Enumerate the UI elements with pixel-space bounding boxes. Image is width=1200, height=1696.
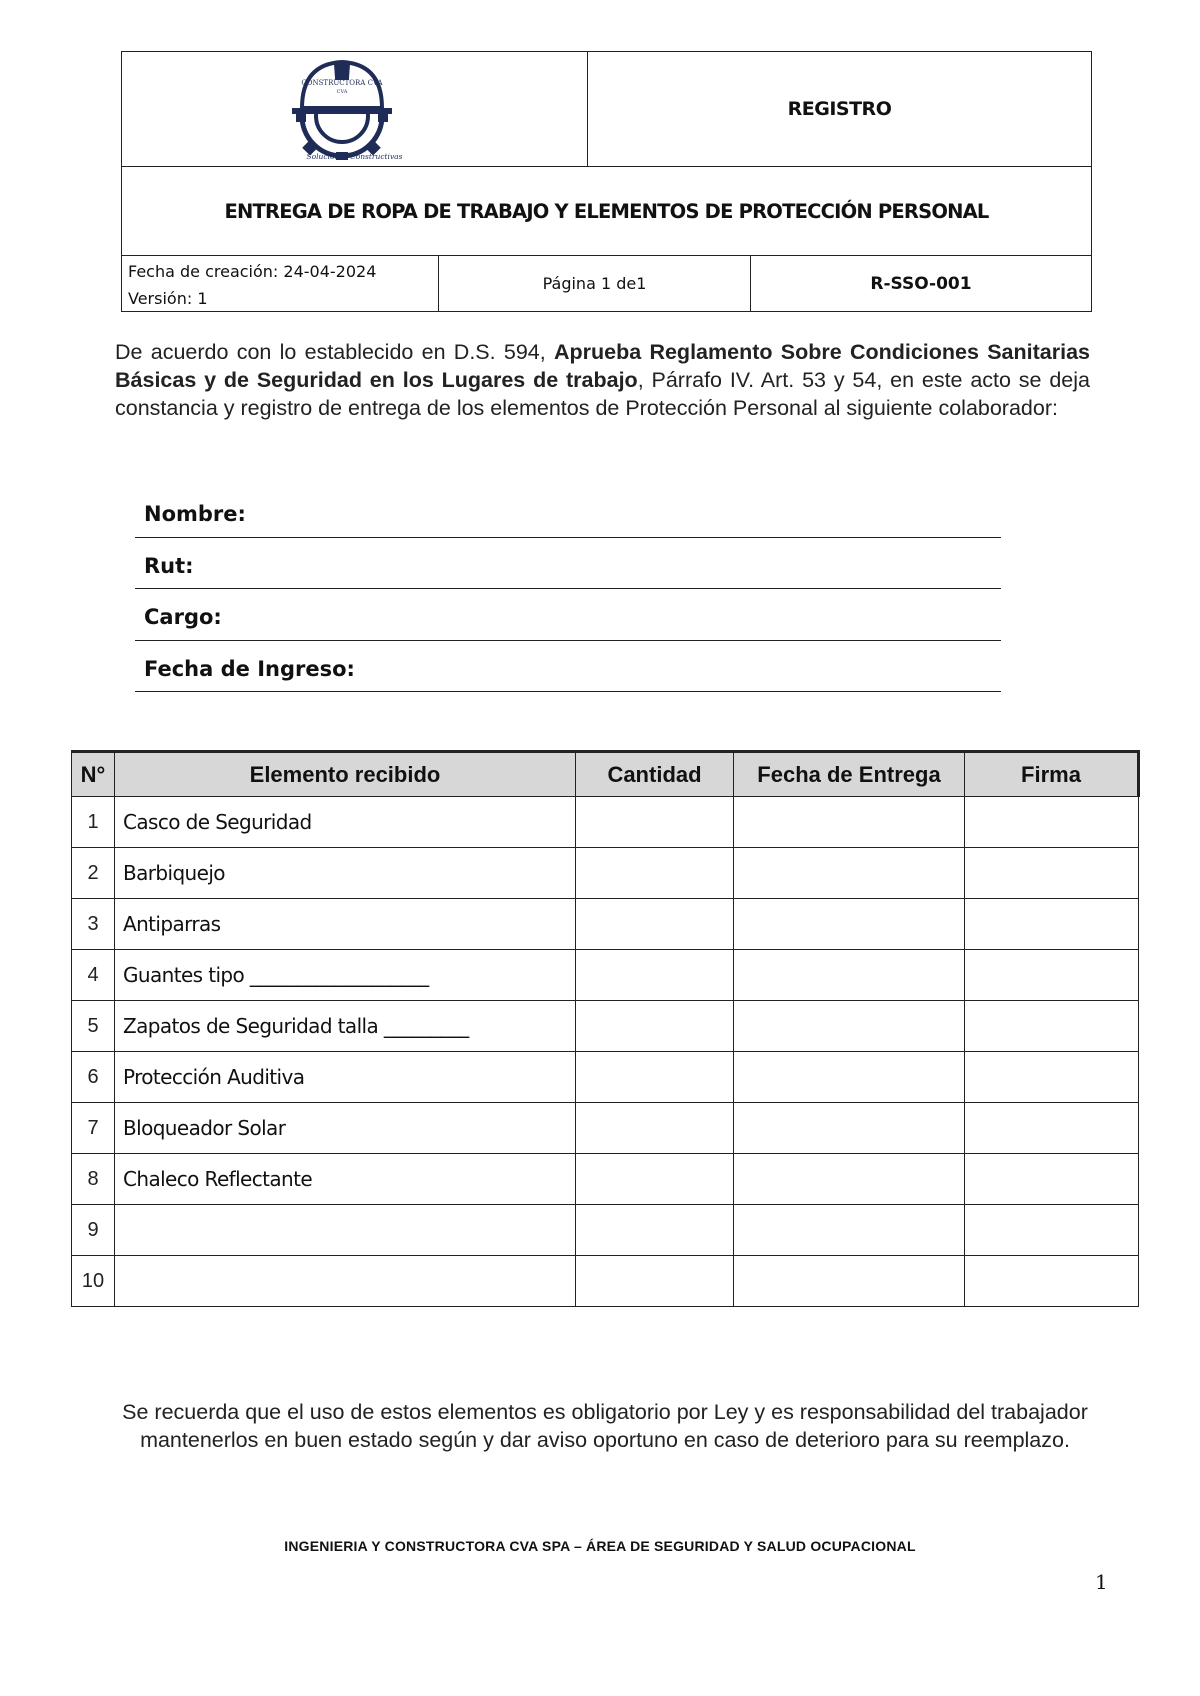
row-number: 9 — [72, 1205, 115, 1256]
creation-date: Fecha de creación: 24-04-2024 — [128, 262, 377, 281]
table-row — [72, 899, 1139, 950]
intro-paragraph — [115, 338, 1090, 422]
cell-fecha[interactable] — [734, 1001, 965, 1052]
reminder-note: Se recuerda que el uso de estos elementos es obligatorio por Ley y es responsabilidad del trabajador mantenerlos en buen estado según y dar aviso oportuno en caso de deterioro para su reemplazo. — [122, 1400, 1088, 1452]
table-row — [72, 1154, 1139, 1205]
cell-firma[interactable] — [965, 1103, 1139, 1154]
cell-firma[interactable] — [965, 1052, 1139, 1103]
cell-fecha[interactable] — [734, 899, 965, 950]
registro-label: REGISTRO — [787, 98, 892, 120]
cell-firma[interactable] — [965, 950, 1139, 1001]
row-number: 7 — [72, 1103, 115, 1154]
cell-firma[interactable] — [965, 1256, 1139, 1307]
hardhat-gear-icon — [122, 52, 587, 164]
company-logo — [122, 52, 588, 166]
row-elemento: Protección Auditiva — [115, 1052, 576, 1103]
table-row — [72, 1205, 1139, 1256]
table-row — [72, 950, 1139, 1001]
table-row — [72, 1001, 1139, 1052]
cell-firma[interactable] — [965, 1154, 1139, 1205]
row-number: 6 — [72, 1052, 115, 1103]
row-number: 3 — [72, 899, 115, 950]
row-elemento: Zapatos de Seguridad talla _________ — [115, 1001, 576, 1052]
col-header-cantidad: Cantidad — [576, 752, 734, 797]
row-number: 5 — [72, 1001, 115, 1052]
row-elemento: Casco de Seguridad — [115, 797, 576, 848]
field-rut[interactable]: Rut: — [135, 538, 1001, 590]
field-nombre[interactable]: Nombre: — [135, 486, 1001, 538]
field-fecha-ingreso[interactable]: Fecha de Ingreso: — [135, 641, 1001, 693]
row-elemento: Antiparras — [115, 899, 576, 950]
page-footer: INGENIERIA Y CONSTRUCTORA CVA SPA – ÁREA DE SEGURIDAD Y SALUD OCUPACIONAL — [284, 1538, 916, 1554]
row-number: 4 — [72, 950, 115, 1001]
col-header-fecha: Fecha de Entrega — [734, 752, 965, 797]
worker-fields — [135, 486, 1001, 692]
intro-bold: Aprueba Reglamento Sobre Condiciones Sanitarias Básicas y de Seguridad en los Lugares de trabajo — [115, 340, 1090, 392]
logo-tagline: Soluciones Constructivas — [306, 152, 403, 161]
cell-firma[interactable] — [965, 1001, 1139, 1052]
table-row — [72, 1256, 1139, 1307]
row-number: 8 — [72, 1154, 115, 1205]
col-header-elemento: Elemento recibido — [115, 752, 576, 797]
table-row — [72, 1052, 1139, 1103]
cell-cantidad[interactable] — [576, 1154, 734, 1205]
cell-cantidad[interactable] — [576, 950, 734, 1001]
table-row — [72, 797, 1139, 848]
cell-cantidad[interactable] — [576, 1001, 734, 1052]
cell-fecha[interactable] — [734, 1256, 965, 1307]
intro-text-1: De acuerdo con lo establecido en D.S. 594, — [115, 340, 554, 364]
version: Versión: 1 — [128, 289, 208, 308]
document-header — [121, 51, 1092, 312]
cell-cantidad[interactable] — [576, 1256, 734, 1307]
cell-firma[interactable] — [965, 848, 1139, 899]
page-number: 1 — [1095, 1570, 1108, 1594]
cell-fecha[interactable] — [734, 1205, 965, 1256]
row-elemento[interactable] — [115, 1256, 576, 1307]
cell-cantidad[interactable] — [576, 1205, 734, 1256]
cell-fecha[interactable] — [734, 1154, 965, 1205]
cell-cantidad[interactable] — [576, 899, 734, 950]
page-info: Página 1 de1 — [439, 256, 751, 311]
cell-cantidad[interactable] — [576, 1103, 734, 1154]
cell-fecha[interactable] — [734, 848, 965, 899]
svg-text:CVA: CVA — [336, 89, 348, 95]
row-elemento[interactable] — [115, 1205, 576, 1256]
cell-firma[interactable] — [965, 1205, 1139, 1256]
table-row — [72, 1103, 1139, 1154]
logo-company-text: CONSTRUCTORA CVA — [301, 79, 383, 87]
table-header — [72, 752, 1139, 797]
col-header-firma: Firma — [965, 752, 1139, 797]
cell-fecha[interactable] — [734, 1052, 965, 1103]
table-row — [72, 848, 1139, 899]
cell-firma[interactable] — [965, 899, 1139, 950]
cell-cantidad[interactable] — [576, 848, 734, 899]
document-code: R-SSO-001 — [870, 273, 972, 294]
cell-firma[interactable] — [965, 797, 1139, 848]
items-table — [71, 750, 1140, 1307]
document-meta — [122, 256, 439, 311]
row-number: 10 — [72, 1256, 115, 1307]
cell-fecha[interactable] — [734, 950, 965, 1001]
row-number: 2 — [72, 848, 115, 899]
cell-fecha[interactable] — [734, 1103, 965, 1154]
intro-text-2: , Párrafo IV. Art. 53 y 54, en este acto se deja constancia y registro de entrega de los elementos de Protección Personal al siguiente colaborador: — [115, 368, 1090, 420]
cell-fecha[interactable] — [734, 797, 965, 848]
cell-cantidad[interactable] — [576, 797, 734, 848]
row-elemento: Bloqueador Solar — [115, 1103, 576, 1154]
cell-cantidad[interactable] — [576, 1052, 734, 1103]
row-elemento: Chaleco Reflectante — [115, 1154, 576, 1205]
row-elemento: Guantes tipo ___________________ — [115, 950, 576, 1001]
row-elemento: Barbiquejo — [115, 848, 576, 899]
field-cargo[interactable]: Cargo: — [135, 589, 1001, 641]
col-header-num: N° — [72, 752, 115, 797]
row-number: 1 — [72, 797, 115, 848]
document-title: ENTREGA DE ROPA DE TRABAJO Y ELEMENTOS DE PROTECCIÓN PERSONAL — [122, 167, 1091, 256]
